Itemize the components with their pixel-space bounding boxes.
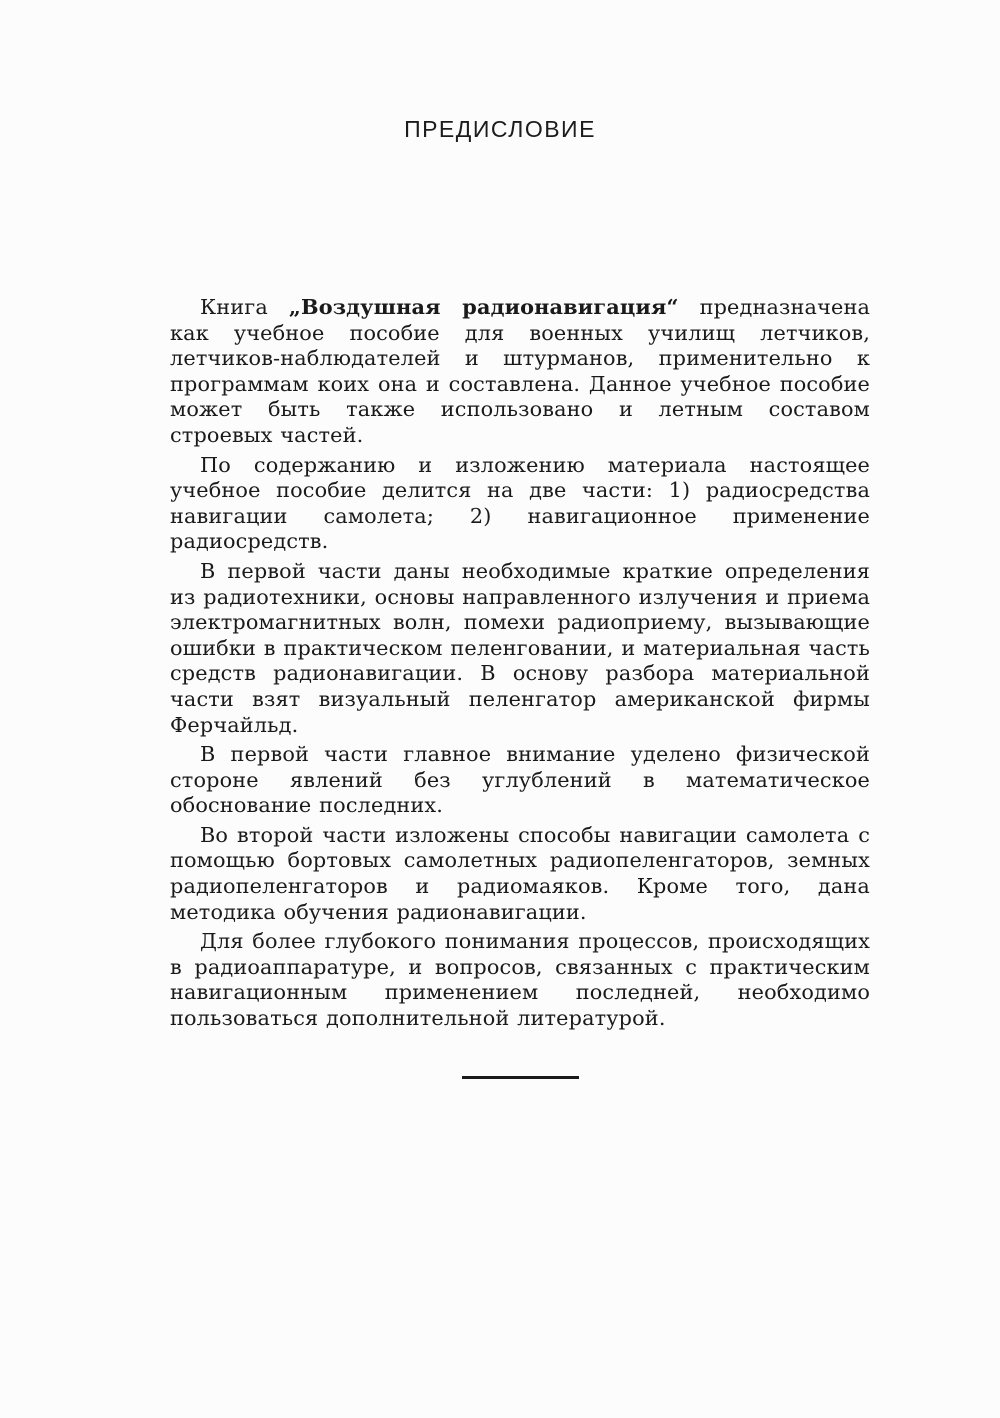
paragraph-5: Во второй части изложены способы навигации самолета с помощью бортовых самолетных радиопеленгаторов, земных радиопеленгаторов и радиомаяков. Кроме того, дана методика обучения радионавигации. [170, 822, 870, 924]
paragraph-1-lead: Книга [200, 295, 289, 319]
paragraph-1-rest: предназначена как учебное пособие для военных училищ летчиков, летчиков-наблюдателей и штурманов, применительно к программам коих она и составлена. Данное учебное пособие может быть также использовано и летным составом строевых частей. [170, 295, 871, 447]
paragraph-2: По содержанию и изложению материала настоящее учебное пособие делится на две части: 1) радиосредства навигации самолета; 2) навигационное применение радиосредств. [170, 452, 870, 554]
preface-body [170, 294, 870, 1036]
end-rule-divider [462, 1076, 579, 1079]
paragraph-6: Для более глубокого понимания процессов, происходящих в радиоаппаратуре, и вопросов, связанных с практическим навигационным применением последней, необходимо пользоваться дополнительной литературой. [170, 929, 870, 1031]
paragraph-3: В первой части даны необходимые краткие определения из радиотехники, основы направленного излучения и приема электромагнитных волн, помехи радиоприему, вызывающие ошибки в практическом пеленговании, и материальная часть средств радионавигации. В основу разбора материальной части взят визуальный пеленгатор американской фирмы Ферчайльд. [170, 558, 870, 737]
book-title: „Воздушная радионавигация“ [288, 294, 679, 319]
paragraph-4: В первой части главное внимание уделено физической стороне явлений без углублений в математическое обоснование последних. [170, 742, 870, 818]
page-title: ПРЕДИСЛОВИЕ [404, 116, 596, 142]
paragraph-1 [170, 294, 870, 449]
